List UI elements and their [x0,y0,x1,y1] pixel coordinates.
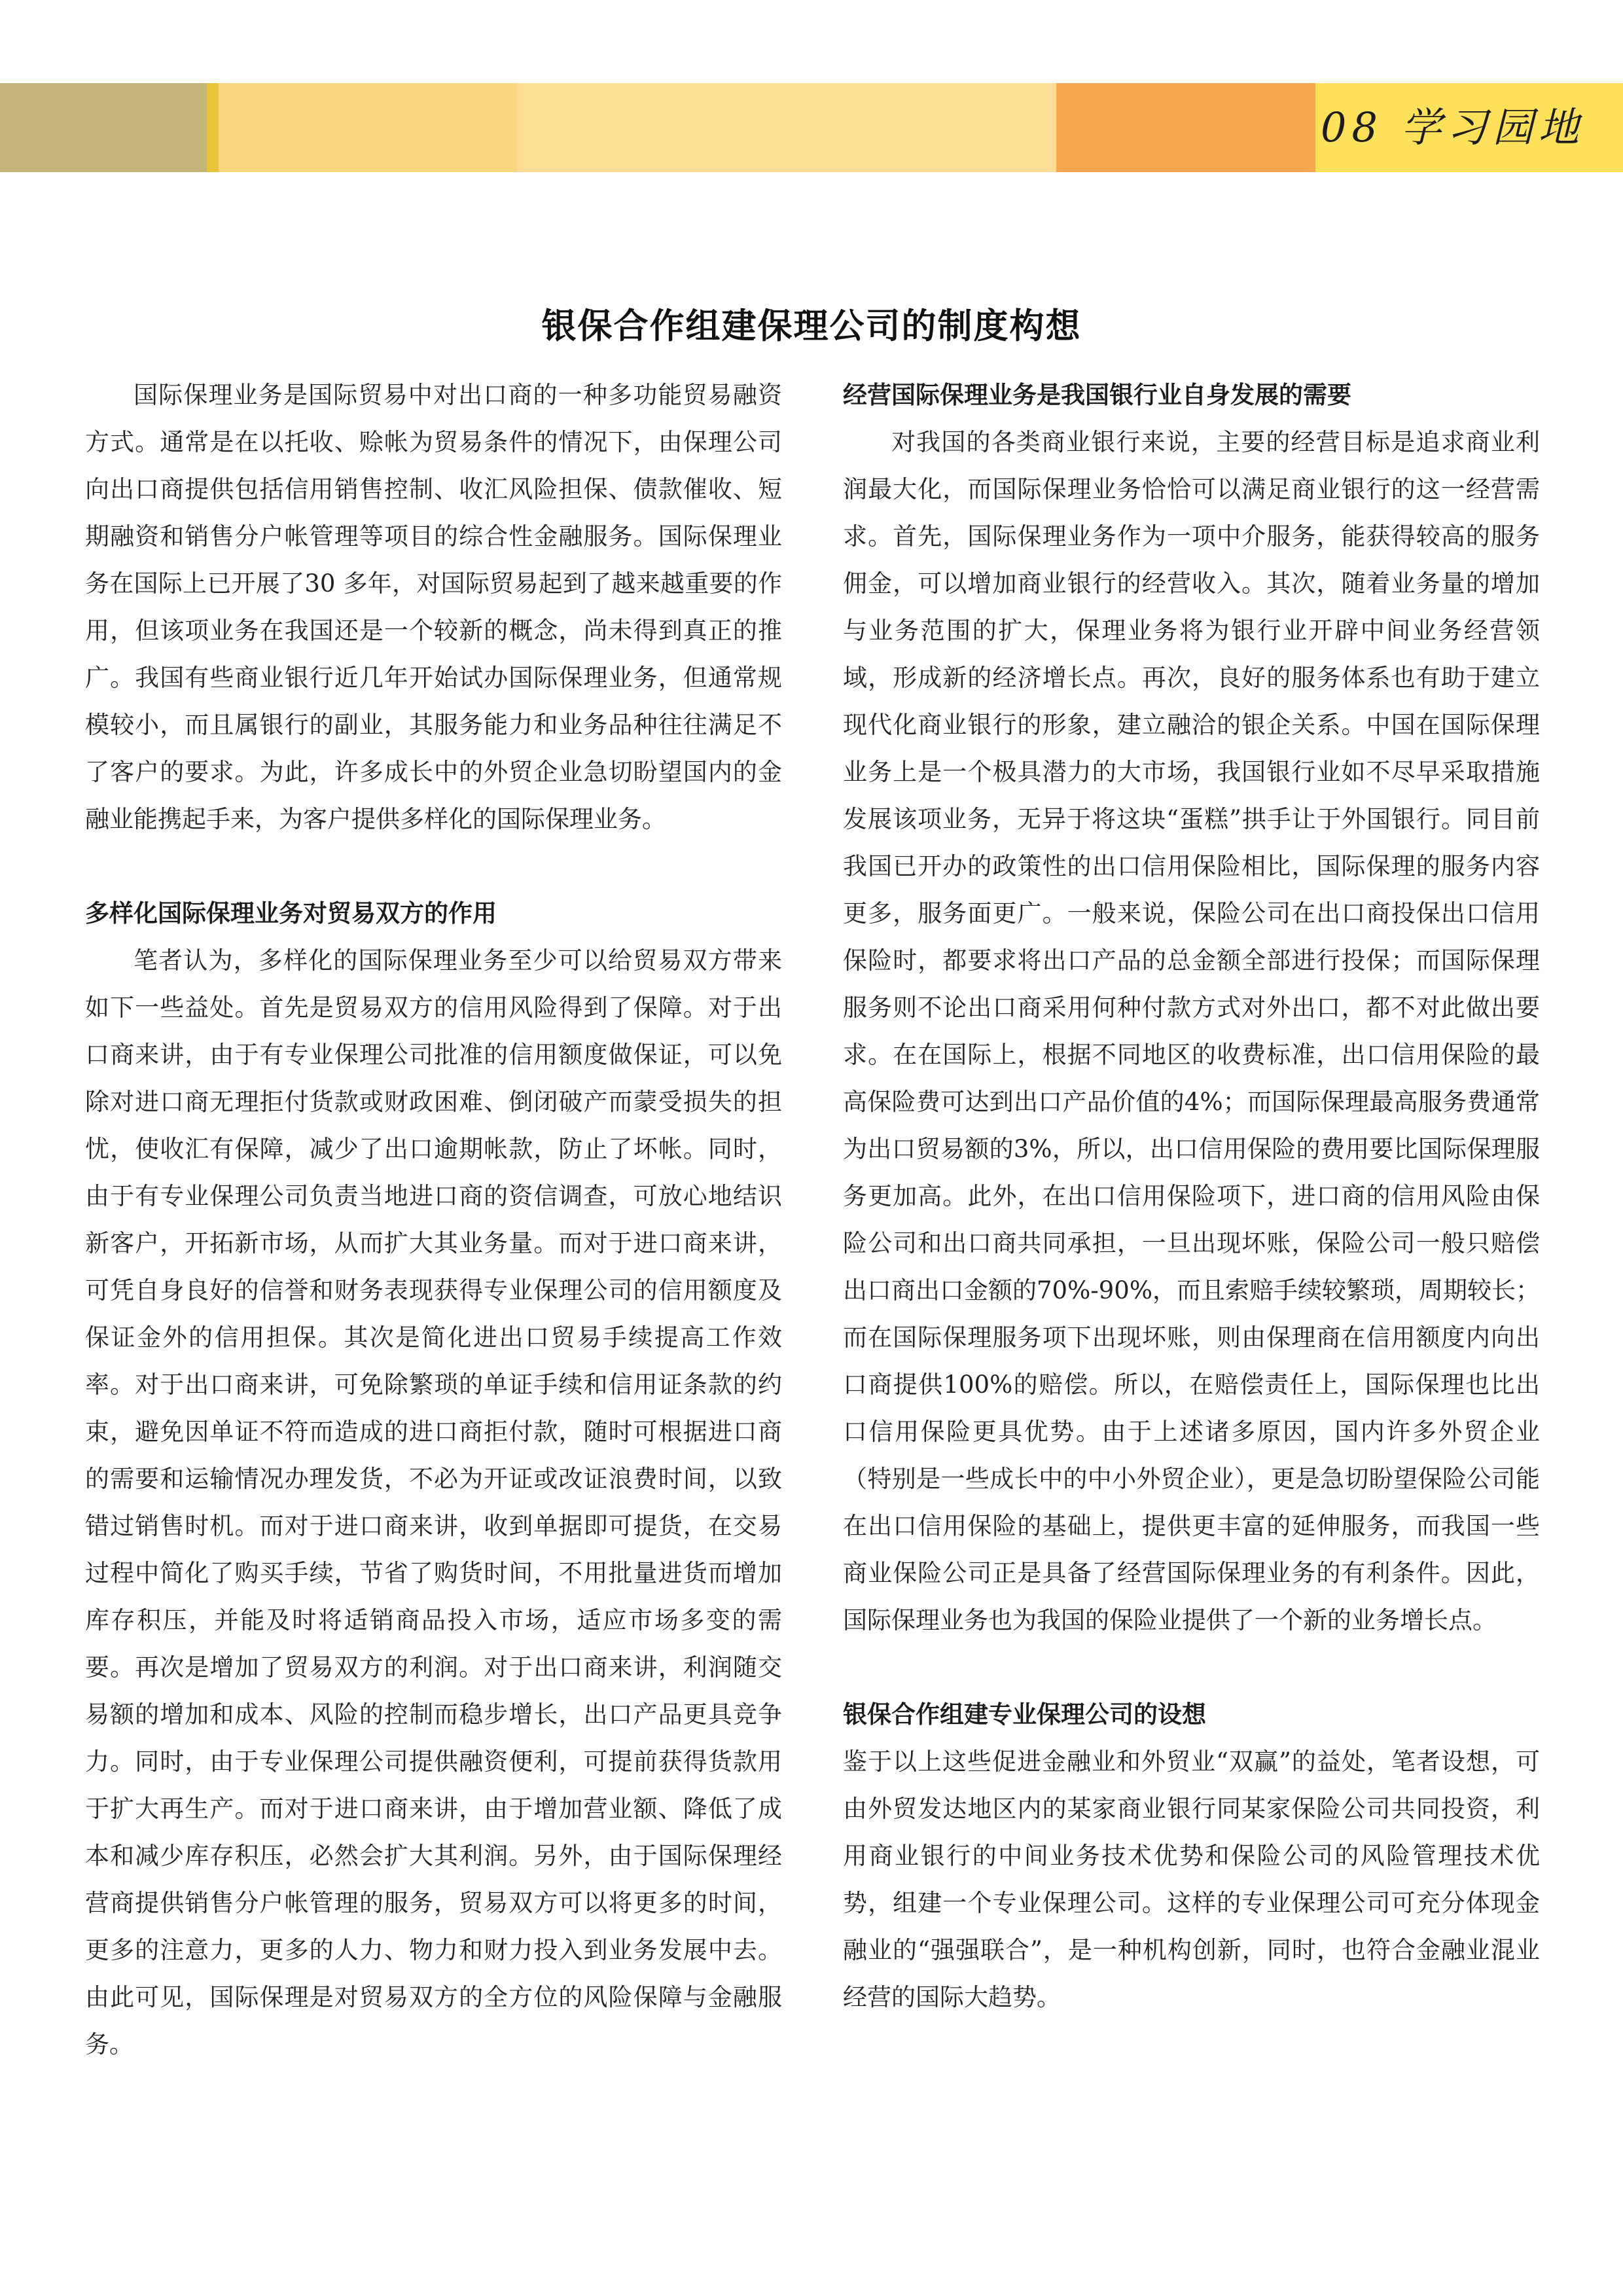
section3-heading: 银保合作组建专业保理公司的设想 [843,1700,1206,1729]
header-band-light [219,83,517,172]
spacer [85,843,782,890]
article-title: 银保合作组建保理公司的制度构想 [541,306,1082,346]
section1-paragraph: 笔者认为，多样化的国际保理业务至少可以给贸易双方带来如下一些益处。首先是贸易双方的信用风险得到了保障。对于出口商来讲，由于有专业保理公司批准的信用额度做保证，可以免除对进口商无理拒付货款或财政困难、倒闭破产而蒙受损失的担忧，使收汇有保障，减少了出口逾期帐款，防止了坏帐。同时，由于有专业保理公司负责当地进口商的资信调查，可放心地结识新客户，开拓新市场，从而扩大其业务量。而对于进口商来讲，可凭自身良好的信誉和财务表现获得专业保理公司的信用额度及保证金外的信用担保。其次是简化进出口贸易手续提高工作效率。对于出口商来讲，可免除繁琐的单证手续和信用证条款的约束，避免因单证不符而造成的进口商拒付款，随时可根据进口商的需要和运输情况办理发货，不必为开证或改证浪费时间，以致错过销售时机。而对于进口商来讲，收到单据即可提货，在交易过程中简化了购买手续，节省了购货时间，不用批量进货而增加库存积压，并能及时将适销商品投入市场，适应市场多变的需要。再次是增加了贸易双方的利润。对于出口商来讲，利润随交易额的增加和成本、风险的控制而稳步增长，出口产品更具竞争力。同时，由于专业保理公司提供融资便利，可提前获得货款用于扩大再生产。而对于进口商来讲，由于增加营业额、降低了成本和减少库存积压，必然会扩大其利润。另外，由于国际保理经营商提供销售分户帐管理的服务，贸易双方可以将更多的时间，更多的注意力，更多的人力、物力和财力投入到业务发展中去。由此可见，国际保理是对贸易双方的全方位的风险保障与金融服务。 [85,946,782,2058]
right-column [843,372,1540,2021]
header-band-orange [1056,83,1315,172]
section2-paragraph: 对我国的各类商业银行来说，主要的经营目标是追求商业利润最大化，而国际保理业务恰恰可以满足商业银行的这一经营需求。首先，国际保理业务作为一项中介服务，能获得较高的服务佣金，可以增加商业银行的经营收入。其次，随着业务量的增加与业务范围的扩大，保理业务将为银行业开辟中间业务经营领域，形成新的经济增长点。再次，良好的服务体系也有助于建立现代化商业银行的形象，建立融洽的银企关系。中国在国际保理业务上是一个极具潜力的大市场，我国银行业如不尽早采取措施发展该项业务，无异于将这块“蛋糕”拱手让于外国银行。同目前我国已开办的政策性的出口信用保险相比，国际保理的服务内容更多，服务面更广。一般来说，保险公司在出口商投保出口信用保险时，都要求将出口产品的总金额全部进行投保；而国际保理服务则不论出口商采用何种付款方式对外出口，都不对此做出要求。在在国际上，根据不同地区的收费标准，出口信用保险的最高保险费可达到出口产品价值的4%；而国际保理最高服务费通常为出口贸易额的3%，所以，出口信用保险的费用要比国际保理服务更加高。此外，在出口信用保险项下，进口商的信用风险由保险公司和出口商共同承担，一旦出现坏账，保险公司一般只赔偿出口商出口金额的70%-90%，而且索赔手续较繁琐，周期较长；而在国际保理服务项下出现坏账，则由保理商在信用额度内向出口商提供100%的赔偿。所以，在赔偿责任上，国际保理也比出口信用保险更具优势。由于上述诸多原因，国内许多外贸企业（特别是一些成长中的中小外贸企业），更是急切盼望保险公司能在出口信用保险的基础上，提供更丰富的延伸服务，而我国一些商业保险公司正是具备了经营国际保理业务的有利条件。因此，国际保理业务也为我国的保险业提供了一个新的业务增长点。 [843,428,1540,1634]
header-band-gold [207,83,219,172]
left-column [85,372,782,2068]
section1-heading: 多样化国际保理业务对贸易双方的作用 [85,899,497,927]
header-band-pale [517,83,1056,172]
section2-heading: 经营国际保理业务是我国银行业自身发展的需要 [843,381,1351,409]
intro-paragraph: 国际保理业务是国际贸易中对出口商的一种多功能贸易融资方式。通常是在以托收、赊帐为贸易条件的情况下，由保理公司向出口商提供包括信用销售控制、收汇风险担保、债款催收、短期融资和销售分户帐管理等项目的综合性金融服务。国际保理业务在国际上已开展了30 多年，对国际贸易起到了越来越重要的作用，但该项业务在我国还是一个较新的概念，尚未得到真正的推广。我国有些商业银行近几年开始试办国际保理业务，但通常规模较小，而且属银行的副业，其服务能力和业务品种往往满足不了客户的要求。为此，许多成长中的外贸企业急切盼望国内的金融业能携起手来，为客户提供多样化的国际保理业务。 [85,381,782,833]
header-band-olive [0,83,207,172]
spacer [843,1644,1540,1691]
section-label: 08 学习园地 [1321,103,1584,151]
section3-paragraph: 鉴于以上这些促进金融业和外贸业“双赢”的益处，笔者设想，可由外贸发达地区内的某家商业银行同某家保险公司共同投资，利用商业银行的中间业务技术优势和保险公司的风险管理技术优势，组建一个专业保理公司。这样的专业保理公司可充分体现金融业的“强强联合”，是一种机构创新，同时，也符合金融业混业经营的国际大趋势。 [843,1748,1540,2011]
